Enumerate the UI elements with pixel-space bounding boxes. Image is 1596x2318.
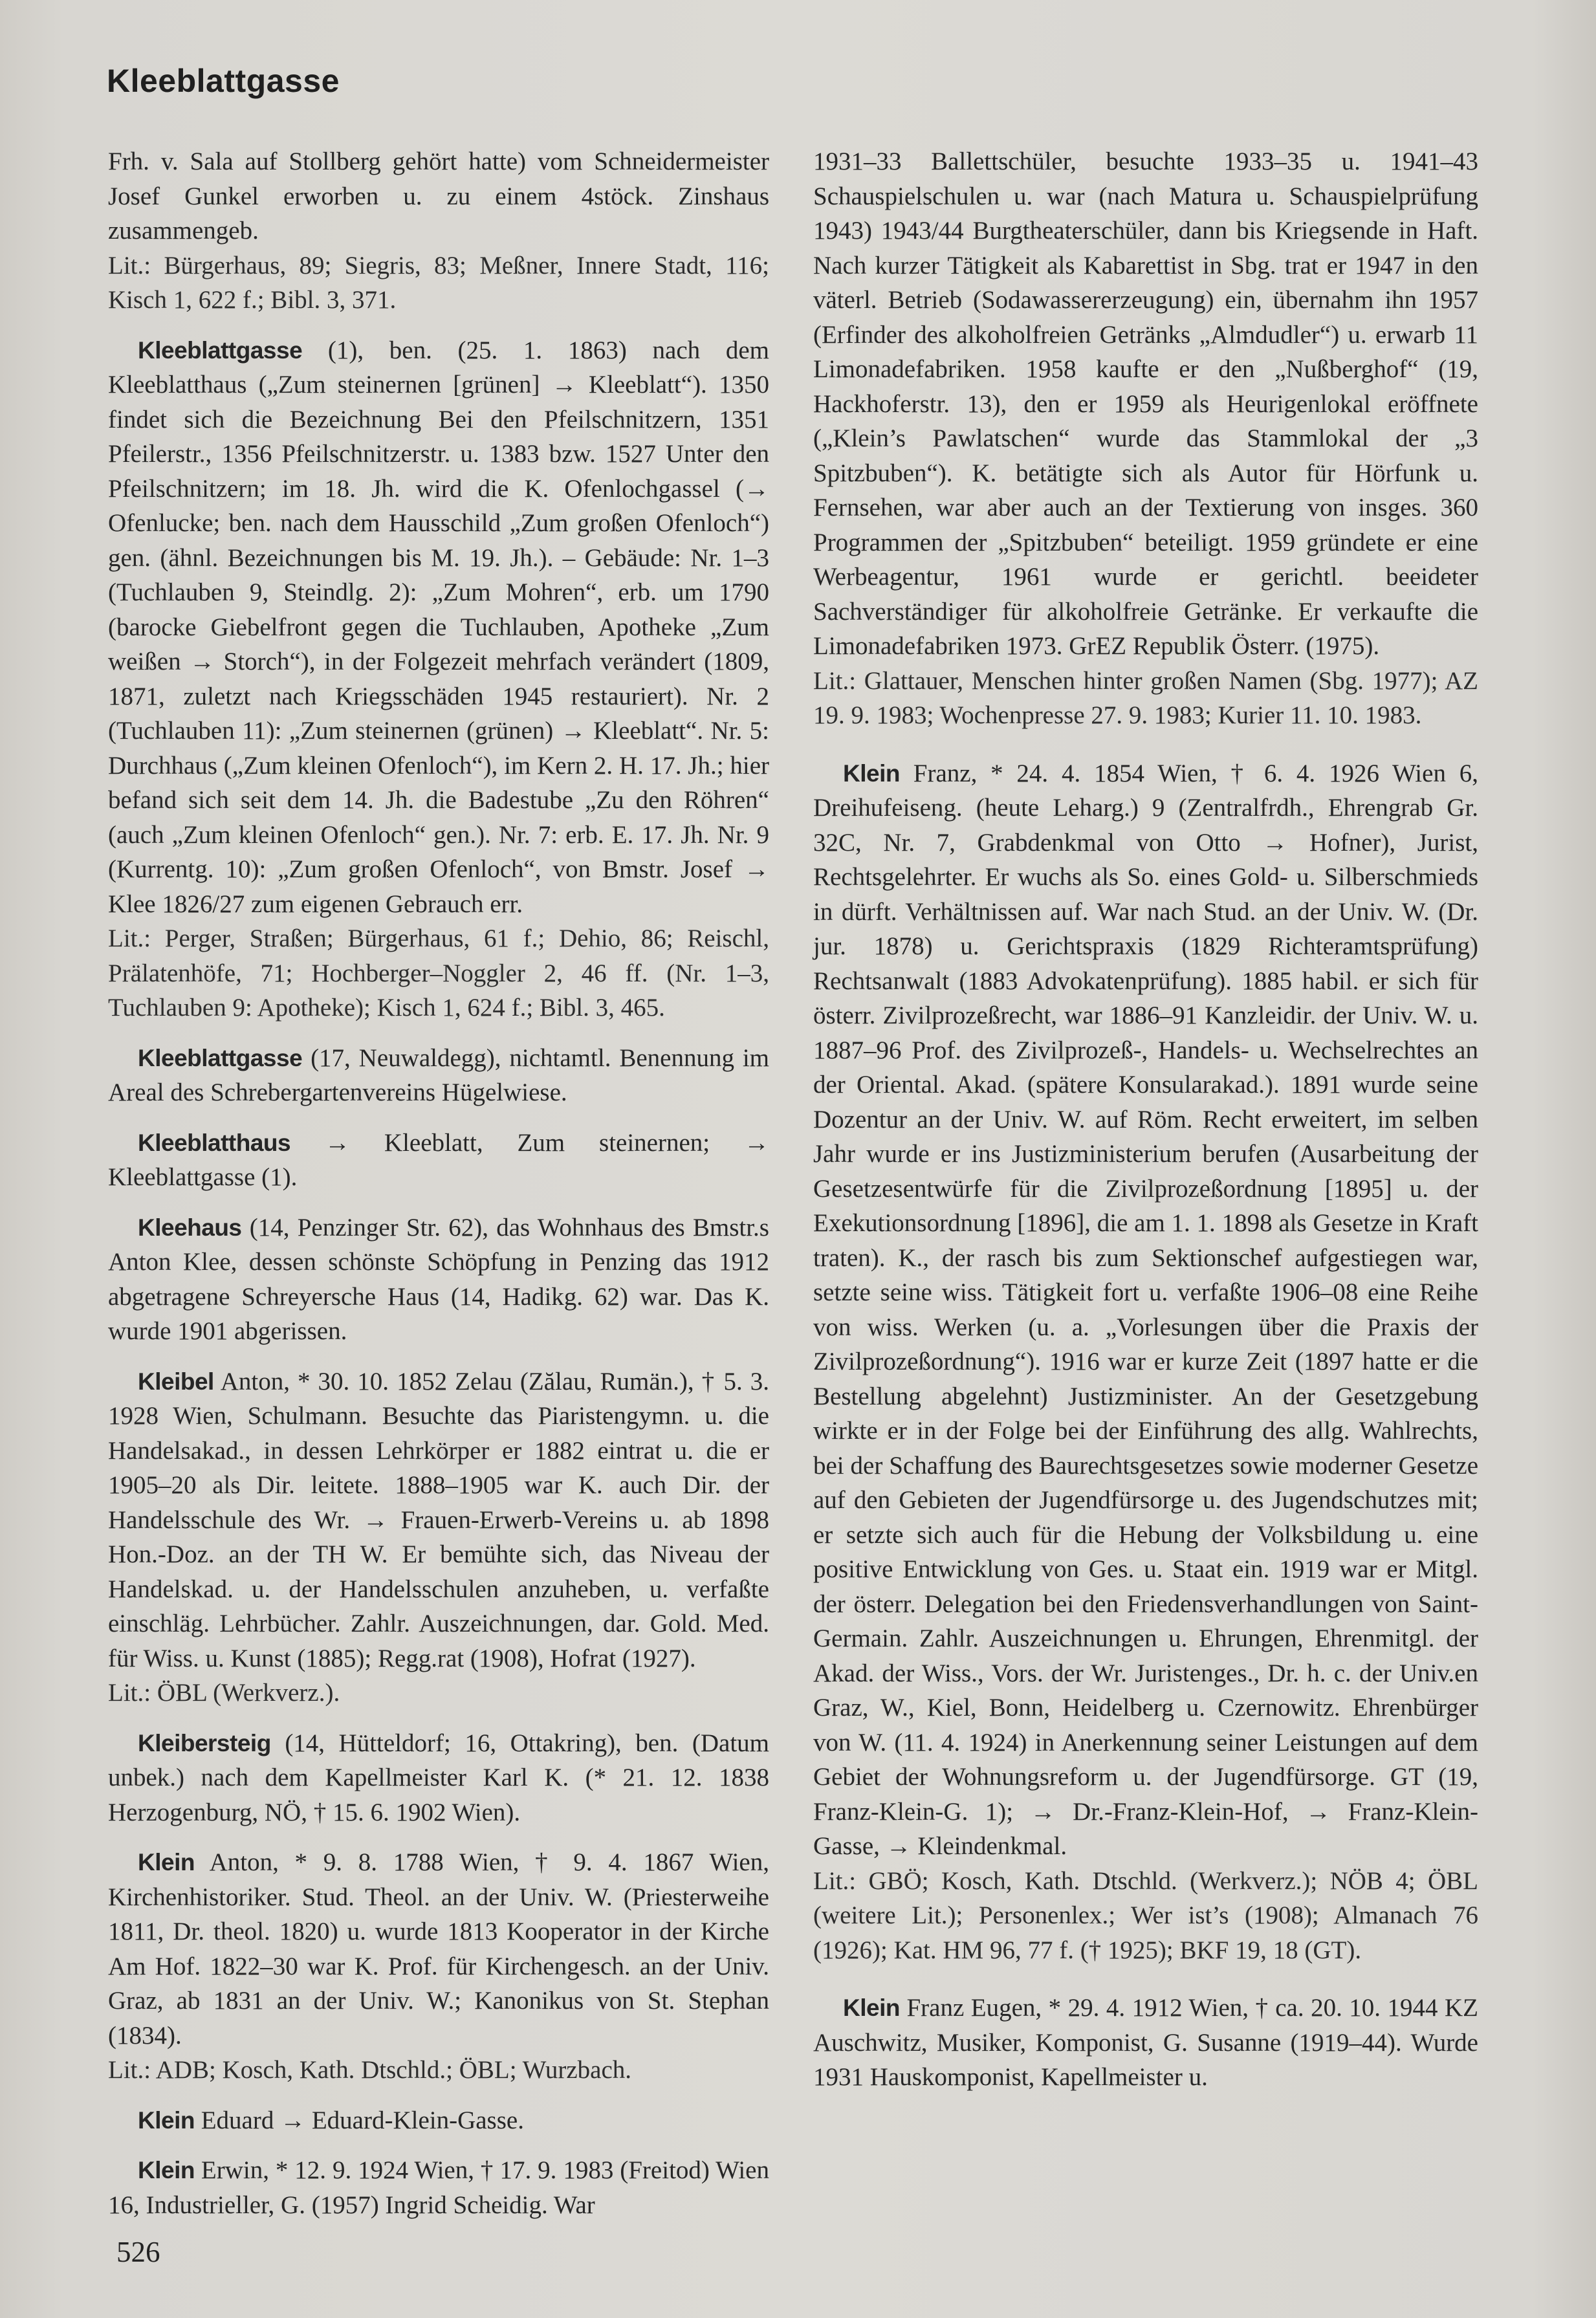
entry-kleibersteig (108, 1726, 769, 1830)
headword: Kleeblattgasse (138, 1044, 303, 1071)
left-column (108, 144, 769, 2238)
headword: Klein (138, 2157, 195, 2183)
entry-klein-franz-eugen (813, 1991, 1478, 2095)
entry-klein-erwin-continuation (813, 144, 1478, 733)
entry-kleeblattgasse-17 (108, 1041, 769, 1110)
entry-text: Frh. v. Sala auf Stollberg gehört hatte) vom Schneidermeister Josef Gunkel erworben u. zu einem 4stöck. Zinshaus zusammengeb. (108, 148, 769, 245)
entry-klein-anton (108, 1845, 769, 2088)
headword: Klein (138, 1849, 195, 1875)
right-column (813, 144, 1478, 2110)
entry-literature: Lit.: ÖBL (Werkverz.). (108, 1679, 340, 1707)
entry-text: Anton, * 9. 8. 1788 Wien, † 9. 4. 1867 Wien, Kirchenhistoriker. Stud. Theol. an der Univ. W. (Priesterweihe 1811, Dr. theol. 1820) u. wurde 1813 Kooperator in der Kirche Am Hof. 1822–30 war K. Prof. für Kirchengesch. an der Univ. Graz, ab 1831 an der Univ. W.; Kanonikus von St. Stephan (1834). (108, 1848, 769, 2050)
headword: Kleeblatthaus (138, 1129, 291, 1156)
entry-text: Eduard → Eduard-Klein-Gasse. (201, 2106, 524, 2134)
headword: Kleibersteig (138, 1729, 271, 1756)
entry-kleeblattgasse-1 (108, 333, 769, 1025)
entry-continuation (108, 144, 769, 318)
headword: Kleibel (138, 1368, 214, 1395)
headword: Kleehaus (138, 1214, 242, 1241)
headword: Klein (843, 760, 900, 787)
entry-text: Erwin, * 12. 9. 1924 Wien, † 17. 9. 1983 (Freitod) Wien 16, Industrieller, G. (1957) Ingrid Scheidig. War (108, 2156, 769, 2219)
page-number: 526 (116, 2236, 160, 2268)
entry-klein-eduard (108, 2103, 769, 2138)
entry-text: Franz, * 24. 4. 1854 Wien, † 6. 4. 1926 Wien 6, Dreihufeiseng. (heute Leharg.) 9 (Zentralfrdh., Ehrengrab Gr. 32C, Nr. 7, Grabdenkmal von Otto → Hofner), Jurist, Rechtsgelehrter. Er wuchs als So. eines Gold- u. Silberschmieds in dürft. Verhältnissen auf. War nach Stud. an der Univ. W. (Dr. jur. 1878) u. Gerichtspraxis (1829 Richteramtsprüfung) Rechtsanwalt (1883 Advokatenprüfung). 1885 habil. er sich für österr. Zivilprozeßrecht, war 1886–91 Kanzleidir. der Univ. W. u. 1887–96 Prof. des Zivilprozeß-, Handels- u. Wechselrechtes an der Oriental. Akad. (spätere Konsularakad.). 1891 wurde seine Dozentur an der Univ. W. auf Röm. Recht erweitert, im selben Jahr wurde er ins Justizministerium berufen (Ausarbeitung der Gesetzesentwürfe für die Zivilprozeßordnung [1895] u. der Exekutionsordnung [1896], die am 1. 1. 1898 als Gesetze in Kraft traten). K., der rasch bis zum Sektionschef aufgestiegen war, setzte seine wiss. Tätigkeit fort u. verfaßte 1906–08 eine Reihe von wiss. Werken (u. a. „Vorlesungen über die Praxis der Zivilprozeßordnung“). 1916 war er kurze Zeit (1897 hatte er die Bestellung abgelehnt) Justizminister. An der Gesetzgebung wirkte er in der Folge bei der Einführung des allg. Wahlrechts, bei der Schaffung des Baurechtsgesetzes sowie moderner Gesetze auf den Gebieten der Jugendfürsorge u. des Jugendschutzes mit; er setzte sich auch für die Hebung der Volksbildung u. eine positive Entwicklung von Ges. u. Staat ein. 1919 war er Mitgl. der österr. Delegation bei den Friedensverhandlungen von Saint-Germain. Zahlr. Auszeichnungen u. Ehrungen, Ehrenmitgl. der Akad. der Wiss., Vors. der Wr. Juristenges., Dr. h. c. der Univ.en Graz, W., Kiel, Bonn, Heidelberg u. Czernowitz. Ehrenbürger von W. (11. 4. 1924) in Anerkennung seiner Leistungen auf dem Gebiet der Wohnungsreform u. der Jugendfürsorge. GT (19, Franz-Klein-G. 1); → Dr.-Franz-Klein-Hof, → Franz-Klein-Gasse, → Kleindenkmal. (813, 759, 1478, 1860)
entry-literature: Lit.: Perger, Straßen; Bürgerhaus, 61 f.; Dehio, 86; Reischl, Prälatenhöfe, 71; Hochberger–Noggler 2, 46 ff. (Nr. 1–3, Tuchlauben 9: Apotheke); Kisch 1, 624 f.; Bibl. 3, 465. (108, 924, 769, 1022)
entry-text: Anton, * 30. 10. 1852 Zelau (Zălau, Rumän.), † 5. 3. 1928 Wien, Schulmann. Besuchte das Piaristengymn. u. die Handelsakad., in dessen Lehrkörper er 1882 eintrat u. die er 1905–20 als Dir. leitete. 1888–1905 war K. auch Dir. der Handelsschule des Wr. → Frauen-Erwerb-Vereins u. ab 1898 Hon.-Doz. an der TH W. Er bemühte sich, das Niveau der Handelskad. u. der Handelsschulen anzuheben, u. verfaßte einschläg. Lehrbücher. Zahlr. Auszeichnungen, dar. Gold. Med. für Wiss. u. Kunst (1885); Regg.rat (1908), Hofrat (1927). (108, 1367, 769, 1672)
entry-klein-erwin (108, 2153, 769, 2222)
entry-text: (14, Hütteldorf; 16, Ottakring), ben. (Datum unbek.) nach dem Kapellmeister Karl K. (* 21. 12. 1838 Herzogenburg, NÖ, † 15. 6. 1902 Wien). (108, 1729, 770, 1826)
entry-literature: Lit.: Glattauer, Menschen hinter großen Namen (Sbg. 1977); AZ 19. 9. 1983; Wochenpresse 27. 9. 1983; Kurier 11. 10. 1983. (813, 666, 1478, 729)
headword: Kleeblattgasse (138, 336, 303, 364)
entry-text: → Kleeblatt, Zum steinernen; → Kleeblattgasse (1). (108, 1128, 769, 1191)
entry-kleeblatthaus (108, 1126, 769, 1195)
entry-kleibel (108, 1364, 769, 1711)
entry-literature: Lit.: Bürgerhaus, 89; Siegris, 83; Meßner, Innere Stadt, 116; Kisch 1, 622 f.; Bibl. 3, 371. (108, 251, 769, 314)
entry-text: Franz Eugen, * 29. 4. 1912 Wien, † ca. 20. 10. 1944 KZ Auschwitz, Musiker, Komponist, G. Susanne (1919–44). Wurde 1931 Hauskomponist, Kapellmeister u. (813, 1994, 1479, 2091)
entry-literature: Lit.: ADB; Kosch, Kath. Dtschld.; ÖBL; Wurzbach. (108, 2056, 632, 2084)
entry-text: (14, Penzinger Str. 62), das Wohnhaus des Bmstr.s Anton Klee, dessen schönste Schöpfung in Penzing das 1912 abgetragene Schreyersche Haus (14, Hadikg. 62) war. Das K. wurde 1901 abgerissen. (108, 1213, 769, 1345)
headword: Klein (843, 1995, 900, 2021)
running-title: Kleeblattgasse (107, 63, 340, 99)
entry-klein-franz (813, 756, 1478, 1968)
entry-text: 1931–33 Ballettschüler, besuchte 1933–35 u. 1941–43 Schauspielschulen u. war (nach Matura u. Schauspielprüfung 1943) 1943/44 Burgtheaterschüler, dann bis Kriegsende in Haft. Nach kurzer Tätigkeit als Kabarettist in Sbg. trat er 1947 in den väterl. Betrieb (Sodawassererzeugung) ein, übernahm ihn 1957 (Erfinder des alkoholfreien Getränks „Almdudler“) u. erwarb 11 Limonadefabriken. 1958 kaufte er den „Nußberghof“ (19, Hackhoferstr. 13), den er 1959 als Heurigenlokal eröffnete („Klein’s Pawlatschen“ wurde das Stammlokal der „3 Spitzbuben“). K. betätigte sich als Autor für Hörfunk u. Fernsehen, war aber auch an der Textierung von insges. 360 Programmen der „Spitzbuben“ beteiligt. 1959 gründete er eine Werbeagentur, 1961 wurde er gerichtl. beeideter Sachverständiger für alkoholfreie Getränke. Er verkaufte die Limonadefabriken 1973. GrEZ Republik Österr. (1975). (813, 148, 1478, 660)
entry-text: (1), ben. (25. 1. 1863) nach dem Kleeblatthaus („Zum steinernen [grünen] → Kleeblatt“). 1350 findet sich die Bezeichnung Bei den Pfeilschnitzern, 1351 Pfeilerstr., 1356 Pfeilschnitzerstr. u. 1383 bzw. 1527 Unter den Pfeilschnitzern; im 18. Jh. wird die K. Ofenlochgassel (→ Ofenlucke; ben. nach dem Hausschild „Zum großen Ofenloch“) gen. (ähnl. Bezeichnungen bis M. 19. Jh.). – Gebäude: Nr. 1–3 (Tuchlauben 9, Steindlg. 2): „Zum Mohren“, erb. um 1790 (barocke Giebelfront gegen die Tuchlauben, Apotheke „Zum weißen → Storch“), in der Folgezeit mehrfach verändert (1809, 1871, zuletzt nach Kriegsschäden 1945 restauriert). Nr. 2 (Tuchlauben 11): „Zum steinernen (grünen) → Kleeblatt“. Nr. 5: Durchhaus („Zum kleinen Ofenloch“), im Kern 2. H. 17. Jh.; hier befand sich seit dem 14. Jh. die Badestube „Zu den Röhren“ (auch „Zum kleinen Ofenloch“ gen.). Nr. 7: erb. E. 17. Jh. Nr. 9 (Kurrentg. 10): „Zum großen Ofenloch“, von Bmstr. Josef → Klee 1826/27 zum eigenen Gebrauch err. (108, 336, 769, 918)
entry-text: (17, Neuwaldegg), nichtamtl. Benennung im Areal des Schrebergartenvereins Hügelwiese. (108, 1044, 770, 1106)
entry-kleehaus (108, 1210, 769, 1349)
entry-literature: Lit.: GBÖ; Kosch, Kath. Dtschld. (Werkverz.); NÖB 4; ÖBL (weitere Lit.); Personenlex.; Wer ist’s (1908); Almanach 76 (1926); Kat. HM 96, 77 f. († 1925); BKF 19, 18 (GT). (813, 1866, 1478, 1964)
headword: Klein (138, 2106, 195, 2134)
